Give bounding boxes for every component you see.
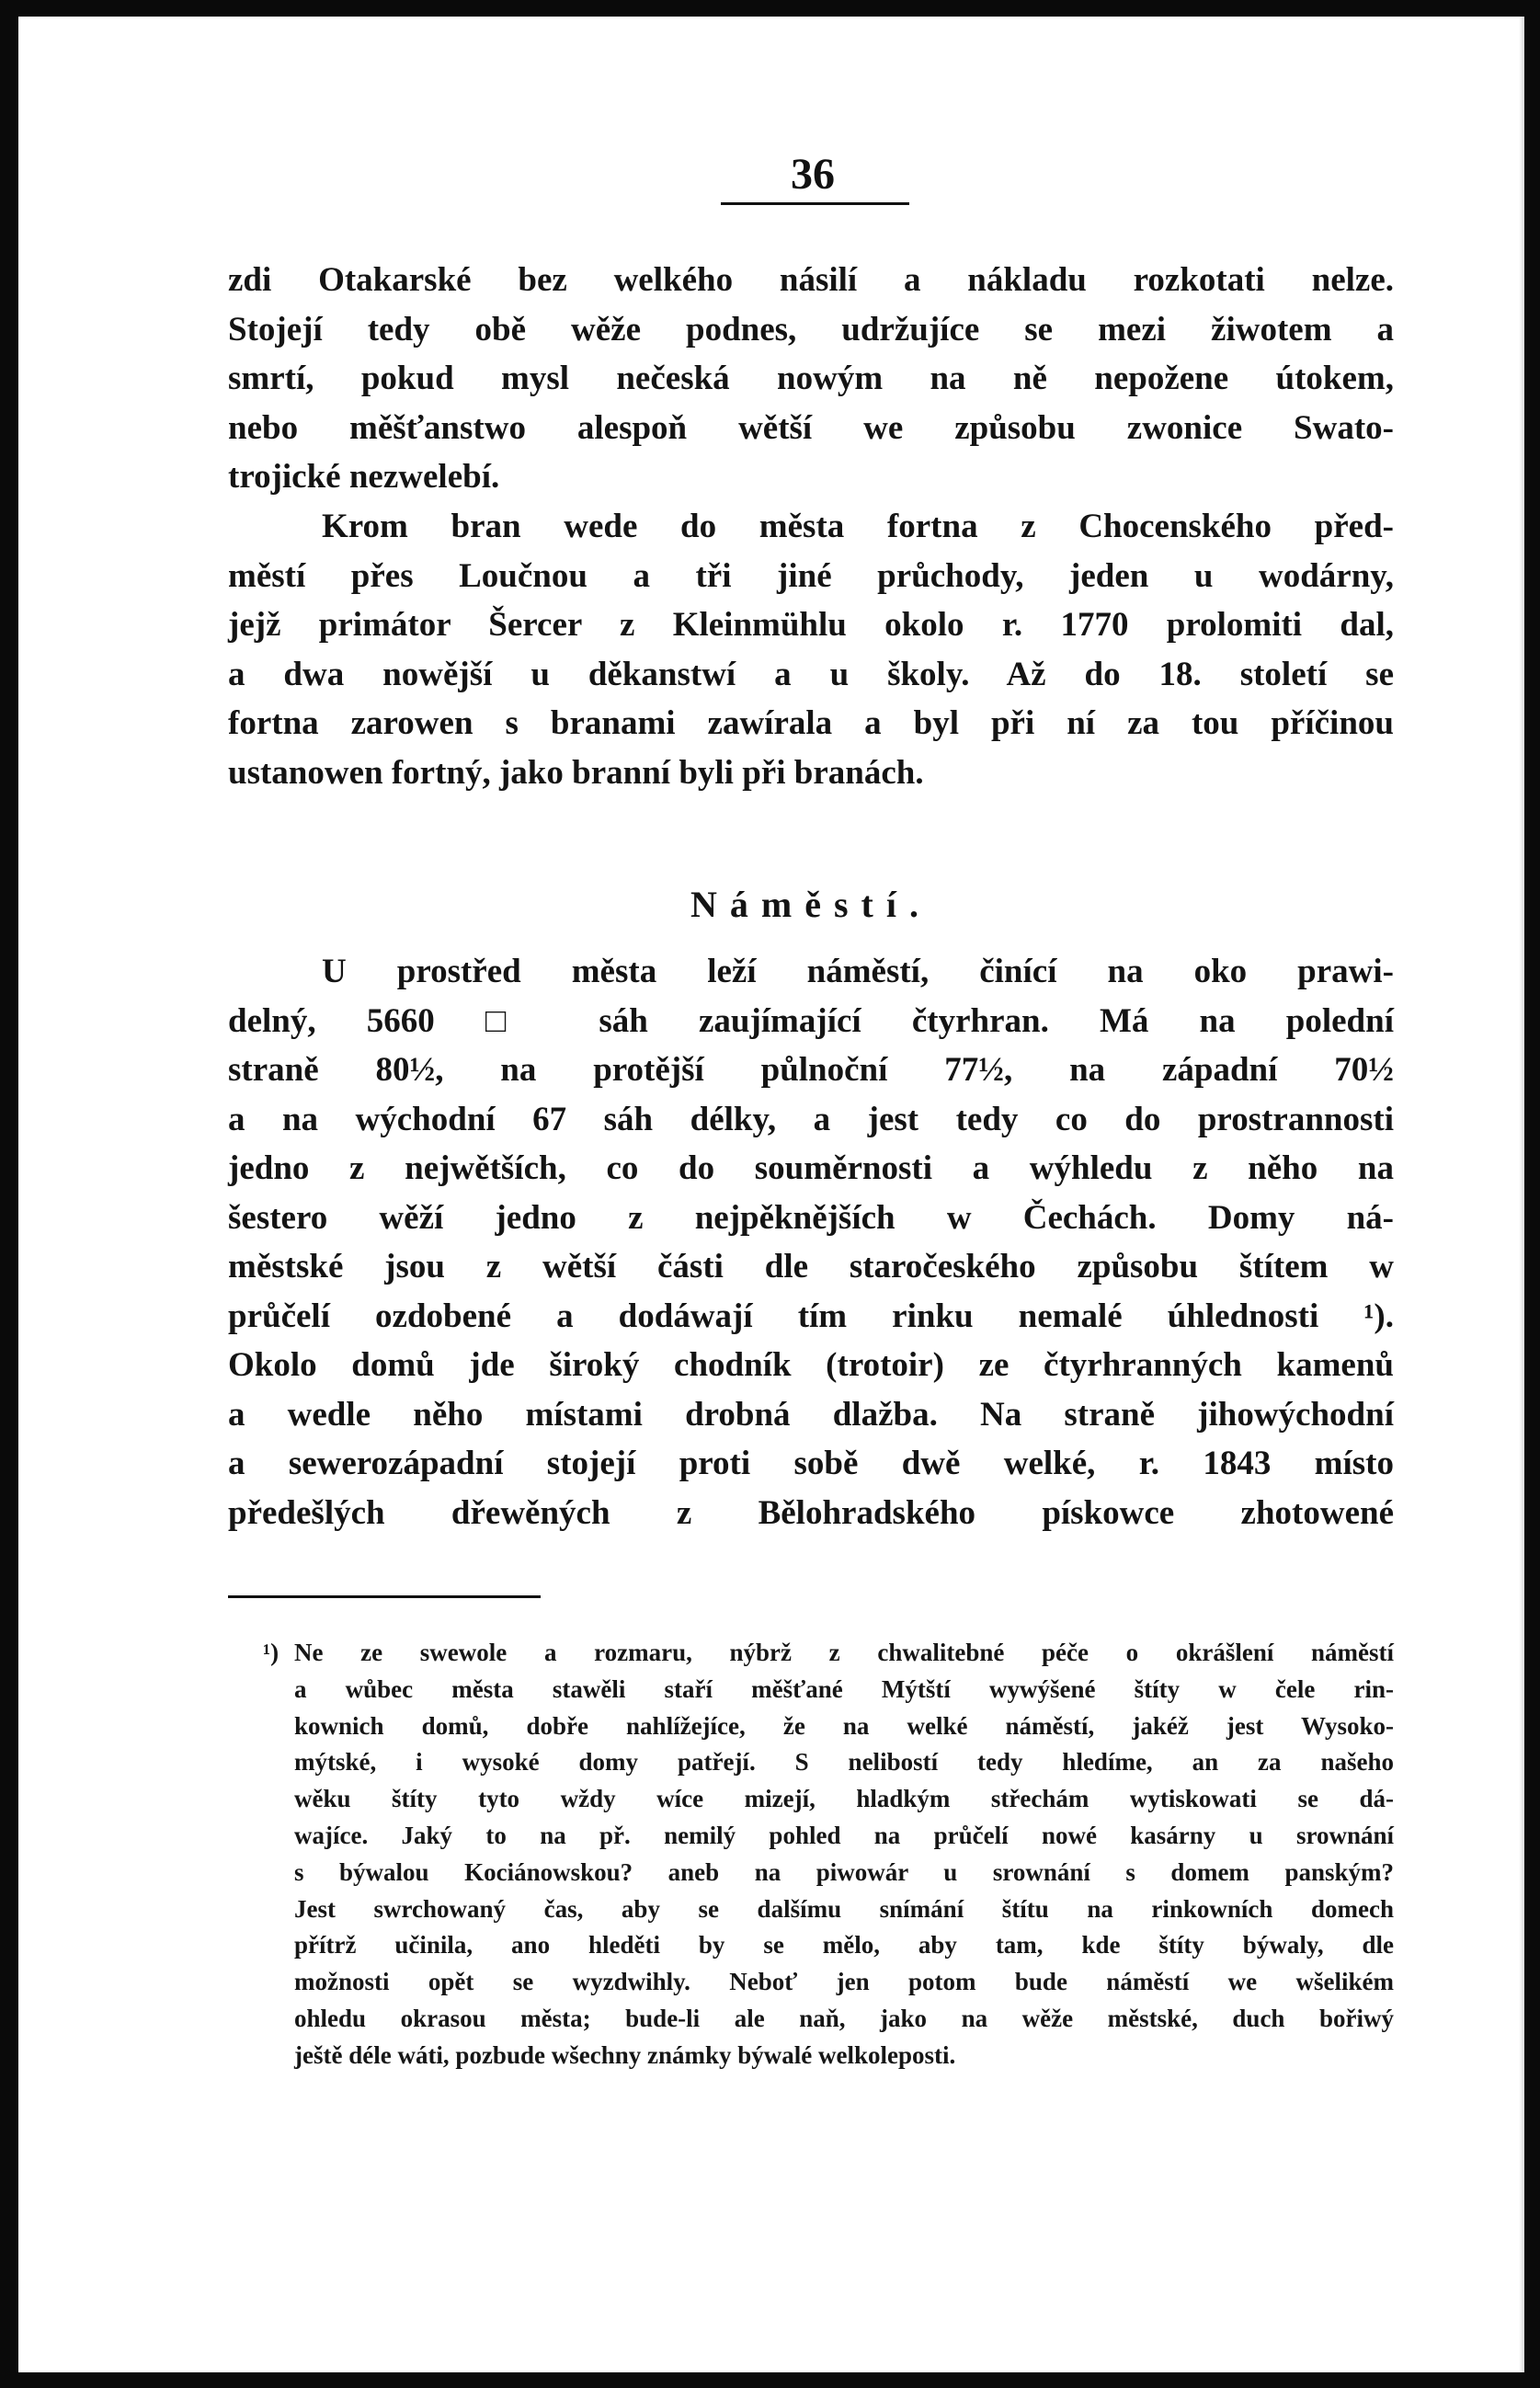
footnote-line: mýtské, i wysoké domy patřejí. S nelibostí tedy hledíme, an za našeho: [294, 1748, 1394, 1777]
text-line: jedno z nejwětších, co do souměrnosti a wýhledu z něho na: [228, 1149, 1394, 1187]
book-page: [18, 17, 1524, 2372]
page-number: 36: [791, 150, 835, 199]
text-line: a na wýchodní 67 sáh délky, a jest tedy co do prostrannosti: [228, 1100, 1394, 1138]
text-line: průčelí ozdobené a dodáwají tím rinku nemalé úhlednosti ¹).: [228, 1297, 1394, 1335]
footnote-line: Jest swrchowaný čas, aby se dalšímu snímání štítu na rinkowních domech: [294, 1894, 1394, 1923]
section-heading: Náměstí.: [690, 884, 931, 925]
footnote-line: možnosti opět se wyzdwihly. Neboť jen potom bude náměstí we wšelikém: [294, 1968, 1394, 1996]
footnote-mark: ¹): [263, 1639, 279, 1666]
text-line: předešlých dřewěných z Bělohradského pískowce zhotowené: [228, 1493, 1394, 1532]
page-number-rule: [721, 202, 909, 205]
text-line: straně 80½, na protější půlnoční 77½, na západní 70½: [228, 1051, 1394, 1089]
text-line: Stojejí tedy obě wěže podnes, udržujíce se mezi žiwotem a: [228, 310, 1394, 348]
footnote-line: wajíce. Jaký to na př. nemilý pohled na průčelí nowé kasárny u srownání: [294, 1822, 1394, 1849]
text-line: Krom bran wede do města fortna z Chocenského před-: [322, 508, 1394, 545]
text-line: městské jsou z wětší části dle staročeského způsobu štítem w: [228, 1248, 1394, 1285]
footnote-line: wěku štíty tyto wždy wíce mizejí, hladkým střechám wytiskowati se dá-: [294, 1785, 1394, 1813]
text-line: a wedle něho místami drobná dlažba. Na straně jihowýchodní: [228, 1395, 1394, 1434]
page-edge-shadow: [1519, 17, 1524, 2372]
footnote-line: přítrž učinila, ano hleděti by se mělo, aby tam, kde štíty býwaly, dle: [294, 1931, 1394, 1960]
text-line: jejž primátor Šercer z Kleinmühlu okolo r. 1770 prolomiti dal,: [228, 606, 1394, 645]
text-line: trojické nezwelebí.: [228, 458, 500, 497]
text-line: fortna zarowen s branami zawírala a byl při ní za tou příčinou: [228, 704, 1394, 743]
text-line: delný, 5660 □ sáh zaujímající čtyrhran. Má na polední: [228, 1001, 1394, 1040]
footnote-line: ještě déle wáti, pozbude wšechny známky býwalé welkoleposti.: [294, 2040, 956, 2069]
text-line: Okolo domů jde široký chodník (trotoir) ze čtyrhranných kamenů: [228, 1346, 1394, 1384]
text-line: smrtí, pokud mysl nečeská nowým na ně nepožene útokem,: [228, 360, 1394, 398]
text-line: a sewerozápadní stojejí proti sobě dwě welké, r. 1843 místo: [228, 1445, 1394, 1482]
footnote-line: s býwalou Kociánowskou? aneb na piwowár u srownání s domem panským?: [294, 1857, 1394, 1886]
footnote-line: kownich domů, dobře nahlížejíce, že na welké náměstí, jakéž jest Wysoko-: [294, 1711, 1394, 1740]
text-line: městí přes Loučnou a tři jiné průchody, jeden u wodárny,: [228, 556, 1394, 595]
footnote-line: Ne ze swewole a rozmaru, nýbrž z chwalitebné péče o okrášlení náměstí: [294, 1639, 1394, 1666]
text-line: U prostřed města leží náměstí, činící na oko prawi-: [322, 953, 1394, 990]
text-line: nebo měšťanstwo alespoň wětší we způsobu zwonice Swato-: [228, 408, 1394, 447]
text-line: ustanowen fortný, jako branní byli při branách.: [228, 754, 924, 792]
text-line: a dwa nowější u děkanstwí a u školy. Až do 18. století se: [228, 655, 1394, 693]
footnote-rule: [228, 1595, 541, 1598]
footnote-line: ohledu okrasou města; bude-li ale naň, jako na wěže městské, duch bořiwý: [294, 2005, 1394, 2032]
text-line: šestero wěží jedno z nejpěknějších w Čechách. Domy ná-: [228, 1198, 1394, 1237]
footnote-line: a wůbec města stawěli staří měšťané Mýtští wywýšené štíty w čele rin-: [294, 1674, 1394, 1703]
text-line: zdi Otakarské bez welkého násilí a nákladu rozkotati nelze.: [228, 261, 1394, 299]
